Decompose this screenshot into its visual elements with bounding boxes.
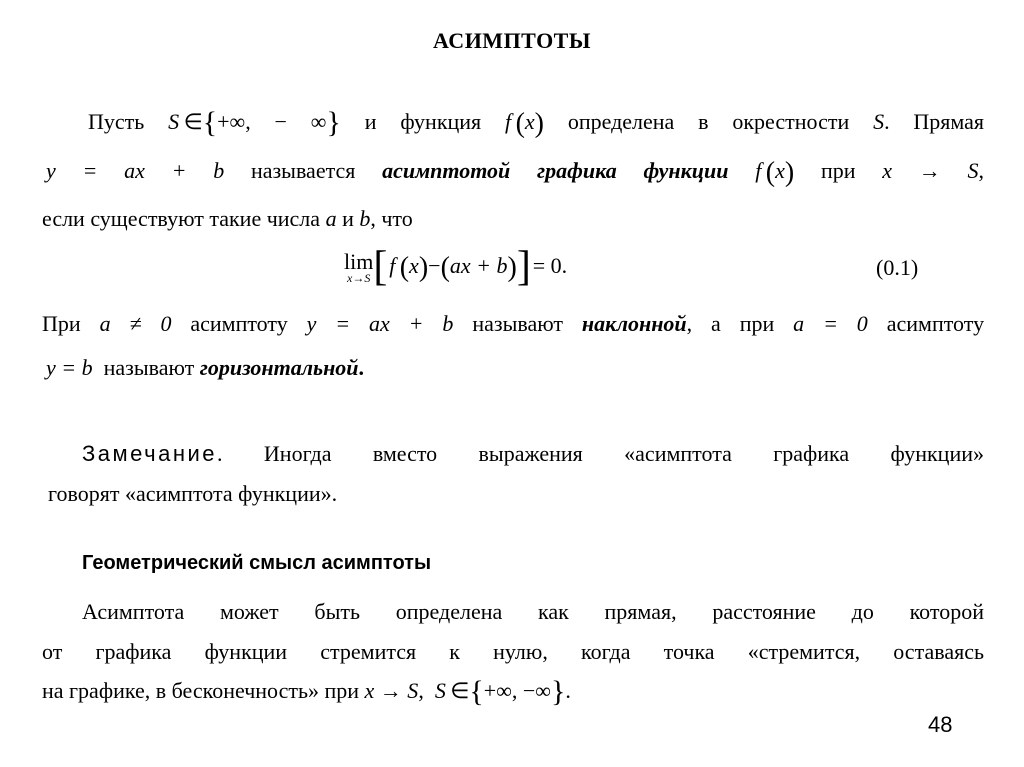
text-segment: Пусть <box>88 109 145 134</box>
page-title: АСИМПТОТЫ <box>433 28 591 53</box>
term-horizontal: горизонтальной <box>199 355 359 380</box>
math-a-neq-0: a ≠ 0 <box>99 311 172 336</box>
page-number: 48 <box>928 712 953 737</box>
geometric-line-1: Асимптота может быть определена как прямая, расстояние до которой <box>82 599 984 624</box>
section-subheading: Геометрический смысл асимптоты <box>82 552 432 574</box>
math-y-eq-b: y = b <box>46 355 93 380</box>
math-line-equation: y = ax + b <box>306 311 454 336</box>
limit-operator: lim x→S <box>344 249 374 285</box>
text-segment: называется <box>250 158 356 183</box>
term-asymptote: асимптотой графика функции <box>382 158 729 183</box>
slant-line-2: y = b называют горизонтальной. <box>46 355 365 380</box>
geometric-line-3: на графике, в бесконечность» при x → S, S ∈{+∞, −∞}. <box>42 675 571 708</box>
math-b: b <box>359 206 371 231</box>
definition-line-2 <box>46 157 985 188</box>
formula-number: (0.1) <box>876 255 919 280</box>
math-x-to-S: x → S, <box>882 158 985 183</box>
math-f-of-x: f (x) <box>505 108 544 139</box>
math-x-to-S: x → S <box>364 678 419 703</box>
math-S-in-set: S ∈{+∞, − ∞} <box>168 106 341 139</box>
geometric-line-2: от графика функции стремится к нулю, когда точка «стремится, оставаясь <box>42 639 984 664</box>
text-segment: при <box>820 158 856 183</box>
limit-formula: lim x→S [ f (x)−(ax + b)] = 0. <box>344 244 568 290</box>
term-slant: наклонной <box>581 311 687 336</box>
remark-label: Замечание <box>82 441 218 466</box>
text-segment: определена в окрестности <box>567 109 850 134</box>
math-S-in-set: S ∈{+∞, −∞} <box>434 675 566 708</box>
definition-line-1 <box>88 106 985 139</box>
math-line-equation: y = ax + b <box>46 158 225 183</box>
remark-line-1: Замечание. Иногда вместо выражения «асимптота графика функции» <box>82 441 985 466</box>
math-a-eq-0: a = 0 <box>793 311 868 336</box>
remark-line-2: говорят «асимптота функции». <box>48 481 338 506</box>
slant-line-1: При a ≠ 0 асимптоту y = ax + b называют наклонной, а при a = 0 асимптоту <box>42 311 985 336</box>
math-f-of-x: f (x) <box>755 157 795 188</box>
remark-text: Иногда вместо выражения «асимптота графика функции» <box>263 441 985 466</box>
text-segment: и функция <box>364 109 482 134</box>
math-a: a <box>325 206 337 231</box>
math-S-dot: S. Прямая <box>873 109 985 134</box>
definition-line-3: если существуют такие числа a и b, что <box>42 206 413 231</box>
